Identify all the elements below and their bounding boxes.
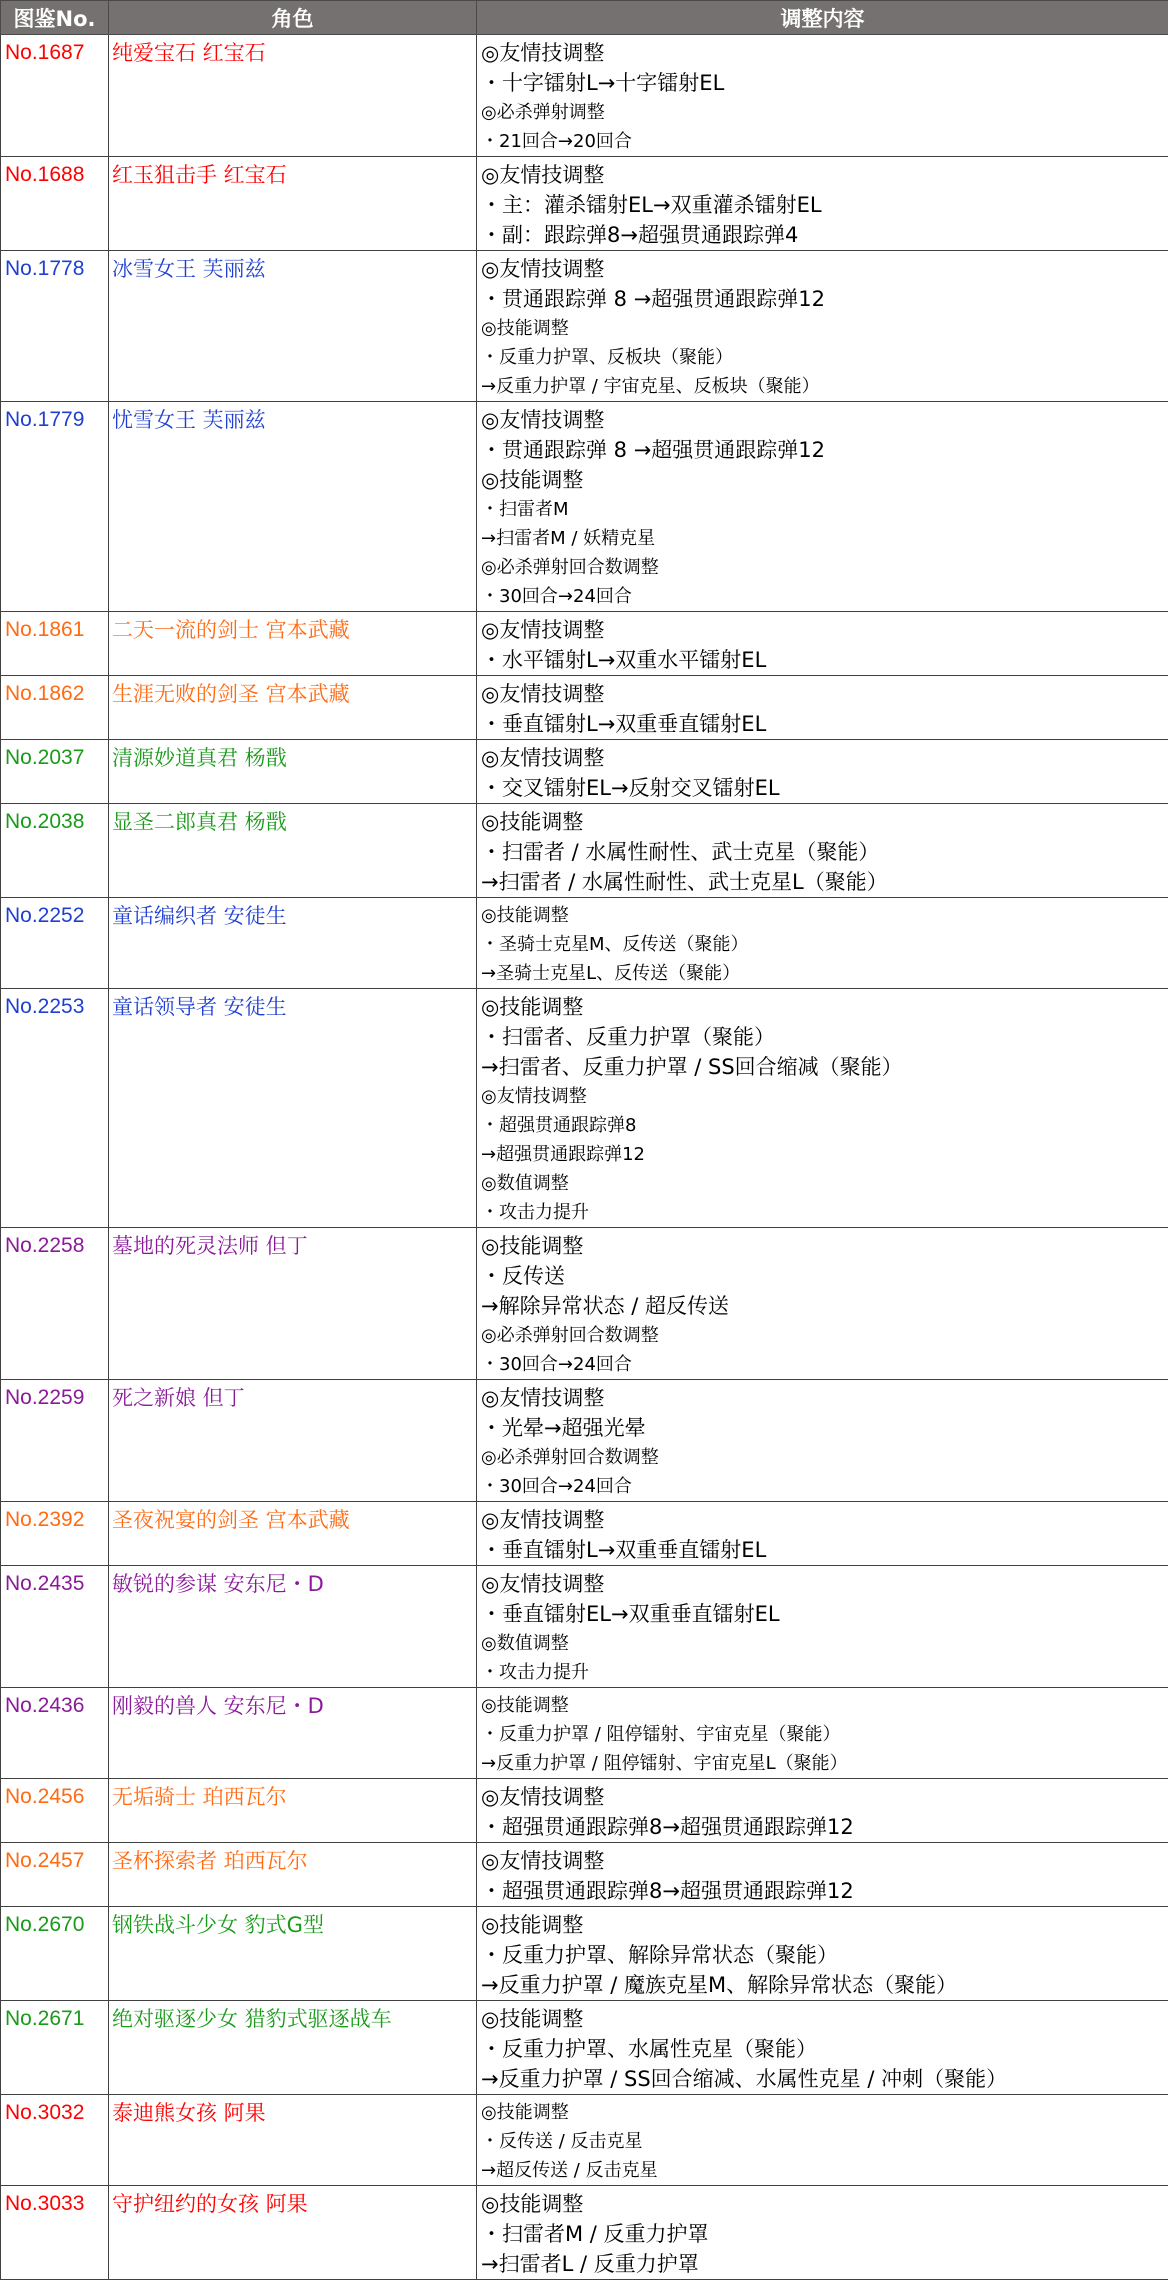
- adjustment-line: ◎技能调整: [481, 465, 1165, 495]
- character-name: 圣夜祝宴的剑圣 宫本武藏: [109, 1502, 477, 1566]
- table-row: [1, 157, 1168, 251]
- adjustment-line: →反重力护罩 / 阻停镭射、宇宙克星L（聚能）: [481, 1749, 1165, 1778]
- adjustment-line: ◎友情技调整: [481, 1846, 1165, 1876]
- table-row: [1, 1688, 1168, 1779]
- adjustment-line: ◎友情技调整: [481, 160, 1165, 190]
- table-row: [1, 1779, 1168, 1843]
- character-number: No.1688: [1, 157, 109, 251]
- table-row: [1, 1380, 1168, 1502]
- character-name: 童话领导者 安徒生: [109, 989, 477, 1228]
- character-name: 守护纽约的女孩 阿果: [109, 2186, 477, 2280]
- adjustment-line: ・光晕→超强光晕: [481, 1413, 1165, 1443]
- table-row: [1, 612, 1168, 676]
- character-number: No.2670: [1, 1907, 109, 2001]
- character-number: No.2037: [1, 740, 109, 804]
- adjustment-content: [477, 1907, 1168, 2001]
- table-row: [1, 676, 1168, 740]
- adjustment-line: ◎技能调整: [481, 2004, 1165, 2034]
- adjustment-line: ・超强贯通跟踪弹8: [481, 1111, 1165, 1140]
- adjustment-content: [477, 157, 1168, 251]
- adjustment-line: →超强贯通跟踪弹12: [481, 1140, 1165, 1169]
- adjustment-content: [477, 1843, 1168, 1907]
- adjustment-line: →圣骑士克星L、反传送（聚能）: [481, 959, 1165, 988]
- adjustment-content: [477, 1688, 1168, 1779]
- character-number: No.2456: [1, 1779, 109, 1843]
- adjustment-line: ◎友情技调整: [481, 38, 1165, 68]
- adjustment-line: ◎友情技调整: [481, 254, 1165, 284]
- adjustment-content: [477, 1502, 1168, 1566]
- adjustment-content: [477, 676, 1168, 740]
- table-row: [1, 898, 1168, 989]
- adjustment-line: →解除异常状态 / 超反传送: [481, 1291, 1165, 1321]
- character-name: 忧雪女王 芙丽兹: [109, 402, 477, 612]
- table-row: [1, 804, 1168, 898]
- character-name: 泰迪熊女孩 阿果: [109, 2095, 477, 2186]
- adjustment-line: ◎友情技调整: [481, 1782, 1165, 1812]
- table-row: [1, 1502, 1168, 1566]
- table-row: [1, 1843, 1168, 1907]
- adjustment-line: ・扫雷者、反重力护罩（聚能）: [481, 1022, 1165, 1052]
- adjustment-line: ◎友情技调整: [481, 1569, 1165, 1599]
- adjustment-content: [477, 612, 1168, 676]
- character-name: 二天一流的剑士 宫本武藏: [109, 612, 477, 676]
- character-number: No.2252: [1, 898, 109, 989]
- adjustment-line: ・水平镭射L→双重水平镭射EL: [481, 645, 1165, 675]
- character-number: No.2435: [1, 1566, 109, 1688]
- table-row: [1, 2095, 1168, 2186]
- adjustment-content: [477, 740, 1168, 804]
- header-row: [1, 1, 1168, 35]
- adjustment-line: ・扫雷者M / 反重力护罩: [481, 2219, 1165, 2249]
- character-name: 显圣二郎真君 杨戬: [109, 804, 477, 898]
- character-number: No.2258: [1, 1228, 109, 1380]
- table-row: [1, 251, 1168, 402]
- adjustment-content: [477, 804, 1168, 898]
- adjustment-line: ◎友情技调整: [481, 1082, 1165, 1111]
- character-number: No.1778: [1, 251, 109, 402]
- table-body: [1, 35, 1168, 2280]
- adjustment-line: →反重力护罩 / 宇宙克星、反板块（聚能）: [481, 372, 1165, 401]
- character-number: No.3033: [1, 2186, 109, 2280]
- adjustment-line: ◎技能调整: [481, 2098, 1165, 2127]
- adjustment-content: [477, 1566, 1168, 1688]
- character-number: No.1862: [1, 676, 109, 740]
- character-name: 钢铁战斗少女 豹式G型: [109, 1907, 477, 2001]
- adjustment-line: ・贯通跟踪弹 8 →超强贯通跟踪弹12: [481, 435, 1165, 465]
- adjustment-line: ◎技能调整: [481, 314, 1165, 343]
- adjustment-content: [477, 989, 1168, 1228]
- adjustment-content: [477, 1779, 1168, 1843]
- adjustment-line: ◎必杀弹射调整: [481, 98, 1165, 127]
- table-row: [1, 2001, 1168, 2095]
- table-row: [1, 2186, 1168, 2280]
- adjustment-line: ◎友情技调整: [481, 405, 1165, 435]
- adjustment-line: ◎友情技调整: [481, 1505, 1165, 1535]
- character-name: 刚毅的兽人 安东尼・D: [109, 1688, 477, 1779]
- adjustment-line: →超反传送 / 反击克星: [481, 2156, 1165, 2185]
- adjustment-line: ・垂直镭射L→双重垂直镭射EL: [481, 709, 1165, 739]
- adjustment-line: ・贯通跟踪弹 8 →超强贯通跟踪弹12: [481, 284, 1165, 314]
- adjustment-line: ・扫雷者 / 水属性耐性、武士克星（聚能）: [481, 837, 1165, 867]
- adjustment-content: [477, 1228, 1168, 1380]
- character-name: 冰雪女王 芙丽兹: [109, 251, 477, 402]
- character-name: 无垢骑士 珀西瓦尔: [109, 1779, 477, 1843]
- adjustment-line: ◎友情技调整: [481, 1383, 1165, 1413]
- adjustment-content: [477, 402, 1168, 612]
- adjustment-content: [477, 2095, 1168, 2186]
- adjustment-line: ・攻击力提升: [481, 1658, 1165, 1687]
- character-number: No.1687: [1, 35, 109, 157]
- adjustment-line: ◎必杀弹射回合数调整: [481, 1443, 1165, 1472]
- adjustment-line: ・垂直镭射L→双重垂直镭射EL: [481, 1535, 1165, 1565]
- adjustment-line: ・30回合→24回合: [481, 582, 1165, 611]
- character-name: 死之新娘 但丁: [109, 1380, 477, 1502]
- adjustment-line: ◎技能调整: [481, 1910, 1165, 1940]
- character-name: 纯爱宝石 红宝石: [109, 35, 477, 157]
- adjustment-line: ・交叉镭射EL→反射交叉镭射EL: [481, 773, 1165, 803]
- adjustment-line: ・副：跟踪弹8→超强贯通跟踪弹4: [481, 220, 1165, 250]
- adjustment-content: [477, 1380, 1168, 1502]
- table-row: [1, 989, 1168, 1228]
- adjustment-content: [477, 35, 1168, 157]
- adjustment-line: ・30回合→24回合: [481, 1472, 1165, 1501]
- adjustment-line: ◎友情技调整: [481, 679, 1165, 709]
- adjustment-line: ・反传送: [481, 1261, 1165, 1291]
- adjustment-line: ・主：灌杀镭射EL→双重灌杀镭射EL: [481, 190, 1165, 220]
- adjustment-line: ・反重力护罩 / 阻停镭射、宇宙克星（聚能）: [481, 1720, 1165, 1749]
- character-number: No.1779: [1, 402, 109, 612]
- adjustment-line: →反重力护罩 / 魔族克星M、解除异常状态（聚能）: [481, 1970, 1165, 2000]
- adjustment-line: ◎技能调整: [481, 1231, 1165, 1261]
- character-number: No.2253: [1, 989, 109, 1228]
- adjustment-line: ・圣骑士克星M、反传送（聚能）: [481, 930, 1165, 959]
- adjustment-line: ◎数值调整: [481, 1629, 1165, 1658]
- adjustment-line: ◎必杀弹射回合数调整: [481, 1321, 1165, 1350]
- adjustment-line: ◎技能调整: [481, 1691, 1165, 1720]
- adjustment-content: [477, 898, 1168, 989]
- adjustment-content: [477, 251, 1168, 402]
- character-number: No.2671: [1, 2001, 109, 2095]
- adjustment-line: →反重力护罩 / SS回合缩减、水属性克星 / 冲刺（聚能）: [481, 2064, 1165, 2094]
- adjustment-line: ・反传送 / 反击克星: [481, 2127, 1165, 2156]
- adjustment-line: ・超强贯通跟踪弹8→超强贯通跟踪弹12: [481, 1812, 1165, 1842]
- character-name: 童话编织者 安徒生: [109, 898, 477, 989]
- character-name: 墓地的死灵法师 但丁: [109, 1228, 477, 1380]
- adjustment-line: ・反重力护罩、反板块（聚能）: [481, 343, 1165, 372]
- adjustment-line: ・反重力护罩、解除异常状态（聚能）: [481, 1940, 1165, 1970]
- adjustment-line: ◎技能调整: [481, 807, 1165, 837]
- adjustment-line: ◎数值调整: [481, 1169, 1165, 1198]
- table-row: [1, 1907, 1168, 2001]
- table-row: [1, 740, 1168, 804]
- header-no: 图鉴No.: [1, 1, 109, 35]
- character-number: No.2457: [1, 1843, 109, 1907]
- adjustment-line: ・扫雷者M: [481, 495, 1165, 524]
- table-row: [1, 402, 1168, 612]
- table-row: [1, 1566, 1168, 1688]
- adjustment-content: [477, 2186, 1168, 2280]
- adjustment-line: ◎友情技调整: [481, 743, 1165, 773]
- character-name: 绝对驱逐少女 猎豹式驱逐战车: [109, 2001, 477, 2095]
- header-role: 角色: [109, 1, 477, 35]
- character-number: No.2392: [1, 1502, 109, 1566]
- character-name: 清源妙道真君 杨戬: [109, 740, 477, 804]
- character-name: 红玉狙击手 红宝石: [109, 157, 477, 251]
- character-number: No.3032: [1, 2095, 109, 2186]
- table-row: [1, 35, 1168, 157]
- adjustment-line: ◎必杀弹射回合数调整: [481, 553, 1165, 582]
- adjustment-line: ・垂直镭射EL→双重垂直镭射EL: [481, 1599, 1165, 1629]
- character-name: 圣杯探索者 珀西瓦尔: [109, 1843, 477, 1907]
- adjustment-line: ・攻击力提升: [481, 1198, 1165, 1227]
- character-number: No.2259: [1, 1380, 109, 1502]
- adjustment-line: ・十字镭射L→十字镭射EL: [481, 68, 1165, 98]
- character-name: 生涯无败的剑圣 宫本武藏: [109, 676, 477, 740]
- header-content: 调整内容: [477, 1, 1168, 35]
- adjustment-line: ・21回合→20回合: [481, 127, 1165, 156]
- adjustment-line: ◎技能调整: [481, 2189, 1165, 2219]
- adjustment-line: ・超强贯通跟踪弹8→超强贯通跟踪弹12: [481, 1876, 1165, 1906]
- table-row: [1, 1228, 1168, 1380]
- adjustment-line: →扫雷者M / 妖精克星: [481, 524, 1165, 553]
- adjustment-line: →扫雷者 / 水属性耐性、武士克星L（聚能）: [481, 867, 1165, 897]
- adjustment-line: ・反重力护罩、水属性克星（聚能）: [481, 2034, 1165, 2064]
- adjustment-content: [477, 2001, 1168, 2095]
- adjustment-line: ・30回合→24回合: [481, 1350, 1165, 1379]
- adjustment-line: ◎友情技调整: [481, 615, 1165, 645]
- character-name: 敏锐的参谋 安东尼・D: [109, 1566, 477, 1688]
- adjustment-line: →扫雷者、反重力护罩 / SS回合缩减（聚能）: [481, 1052, 1165, 1082]
- adjustment-line: ◎技能调整: [481, 901, 1165, 930]
- adjustment-line: ◎技能调整: [481, 992, 1165, 1022]
- character-number: No.1861: [1, 612, 109, 676]
- character-number: No.2038: [1, 804, 109, 898]
- adjustment-line: →扫雷者L / 反重力护罩: [481, 2249, 1165, 2279]
- character-number: No.2436: [1, 1688, 109, 1779]
